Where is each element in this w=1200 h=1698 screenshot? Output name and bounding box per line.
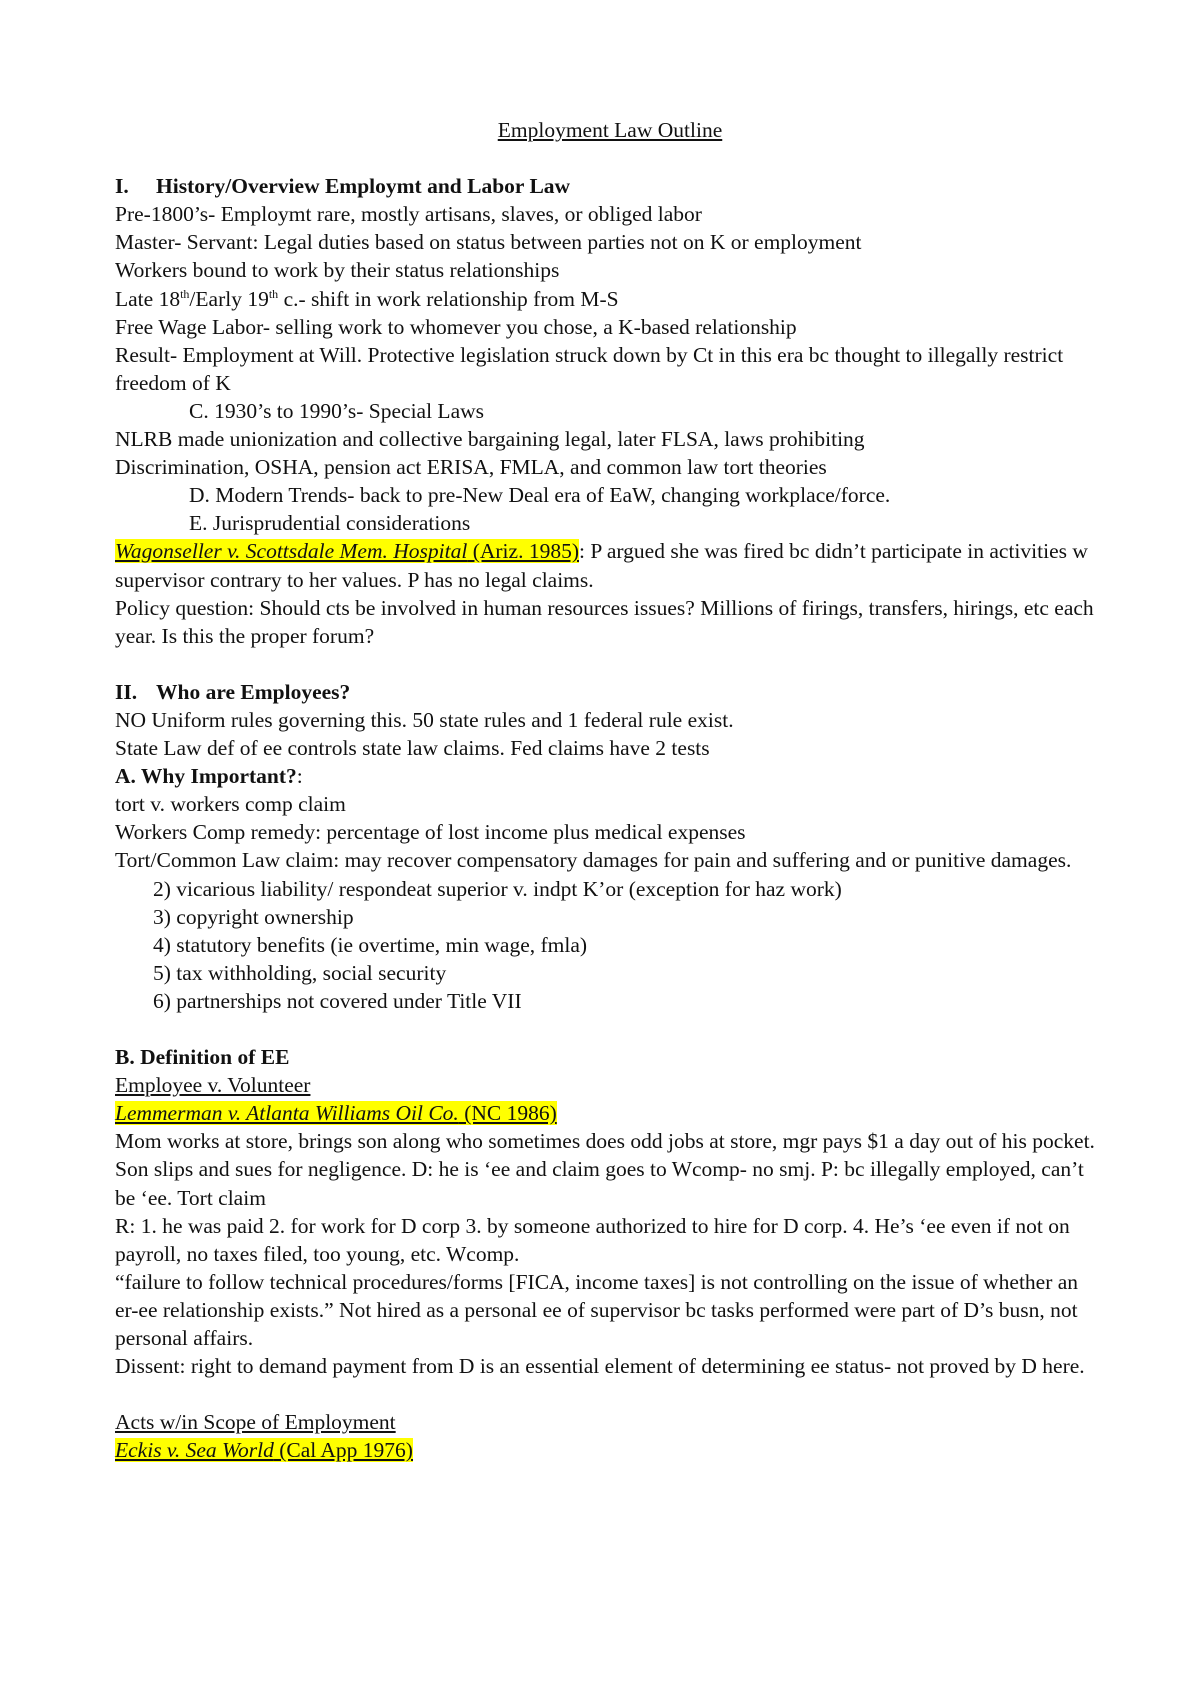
case-name: Lemmerman v. Atlanta Williams Oil Co. — [115, 1101, 459, 1126]
paragraph-line: NLRB made unionization and collective bargaining legal, later FLSA, laws prohibiting — [115, 427, 865, 452]
paragraph: Result- Employment at Will. Protective legislation struck down by Ct in this era bc thought to illegally restrict freedom of K — [115, 342, 1064, 395]
list-item — [115, 987, 1105, 1015]
list-text: statutory benefits (ie overtime, min wage, fmla) — [176, 932, 588, 957]
subsection-a-title: A. Why Important? — [115, 764, 297, 789]
list-number: 6) — [153, 988, 171, 1013]
case-name: Eckis v. Sea World — [115, 1438, 274, 1463]
superscript: th — [268, 286, 279, 301]
paragraph: Dissent: right to demand payment from D is an essential element of determining ee status- not proved by D here. — [115, 1354, 1085, 1379]
case-highlight — [115, 1438, 413, 1462]
list-item — [115, 903, 1105, 931]
section-1-title: History/Overview Employmt and Labor Law — [156, 174, 571, 199]
section-1-number: I. — [115, 174, 129, 199]
text-run: : — [296, 764, 303, 789]
subsection-a-heading — [115, 762, 1105, 790]
case-summary: : P argued she was fired bc didn’t participate in activities w supervisor contrary to her values. P has no legal claims. — [115, 539, 1088, 592]
paragraph: Mom works at store, brings son along who sometimes does odd jobs at store, mgr pays $1 a day out of his pocket. Son slips and sues for negligence. D: he is ‘ee and claim goes to Wcomp- no smj. P: bc illegally employed, can’t be ‘ee. Tort claim — [115, 1129, 1095, 1210]
subsection-b-heading: B. Definition of EE — [115, 1045, 290, 1070]
subsection-c: C. 1930’s to 1990’s- Special Laws — [189, 398, 485, 423]
paragraph-line: Workers bound to work by their status relationships — [115, 258, 560, 283]
paragraph-line: Master- Servant: Legal duties based on status between parties not on K or employment — [115, 230, 862, 255]
page-title: Employment Law Outline — [497, 118, 723, 142]
list-text: partnerships not covered under Title VII — [176, 988, 522, 1013]
document-body — [115, 116, 1105, 1465]
spacer — [115, 1380, 1105, 1408]
case-heading — [115, 1099, 1105, 1127]
section-2-title: Who are Employees? — [156, 679, 351, 704]
list-number: 3) — [153, 904, 171, 929]
case-citation: (NC 1986) — [458, 1101, 557, 1126]
paragraph-line: Free Wage Labor- selling work to whomever you chose, a K-based relationship — [115, 314, 797, 339]
paragraph-line: tort v. workers comp claim — [115, 792, 346, 817]
section-2-number: II. — [115, 679, 138, 704]
list-number: 4) — [153, 932, 171, 957]
paragraph: “failure to follow technical procedures/forms [FICA, income taxes] is not controlling on the issue of whether an er-ee relationship exists.” Not hired as a personal ee of supervisor bc tasks performed were part of D’s busn, not personal affairs. — [115, 1269, 1079, 1351]
list-text: copyright ownership — [176, 904, 354, 929]
list-text: tax withholding, social security — [176, 960, 447, 985]
sub-topic-heading: Acts w/in Scope of Employment — [115, 1410, 396, 1435]
case-name: Wagonseller v. Scottsdale Mem. Hospital — [115, 539, 468, 564]
paragraph-line: NO Uniform rules governing this. 50 state rules and 1 federal rule exist. — [115, 707, 734, 732]
list-item — [115, 959, 1105, 987]
paragraph: Tort/Common Law claim: may recover compensatory damages for pain and suffering and or punitive damages. — [115, 848, 1072, 873]
paragraph-line — [115, 285, 1105, 313]
subsection-d: D. Modern Trends- back to pre-New Deal era of EaW, changing workplace/force. — [189, 483, 891, 508]
case-heading — [115, 1436, 1105, 1464]
text-run: c.- shift in work relationship from M-S — [278, 286, 619, 311]
paragraph: R: 1. he was paid 2. for work for D corp 3. by someone authorized to hire for D corp. 4. He’s ‘ee even if not on payroll, no taxes filed, too young, etc. Wcomp. — [115, 1213, 1070, 1266]
paragraph-line: Discrimination, OSHA, pension act ERISA, FMLA, and common law tort theories — [115, 455, 827, 480]
text-run: /Early 19 — [189, 286, 269, 311]
paragraph-line: Pre-1800’s- Employmt rare, mostly artisans, slaves, or obliged labor — [115, 202, 702, 227]
case-paragraph — [115, 537, 1105, 593]
list-number: 2) — [153, 876, 171, 901]
list-item — [115, 931, 1105, 959]
paragraph-line: State Law def of ee controls state law claims. Fed claims have 2 tests — [115, 736, 710, 761]
case-highlight — [115, 539, 579, 563]
section-2-heading — [115, 678, 1105, 706]
paragraph-line: Workers Comp remedy: percentage of lost income plus medical expenses — [115, 820, 746, 845]
subsection-e: E. Jurisprudential considerations — [189, 511, 471, 536]
numbered-list — [115, 875, 1105, 1015]
paragraph: Policy question: Should cts be involved in human resources issues? Millions of firings, transfers, hirings, etc each year. Is this the proper forum? — [115, 595, 1094, 648]
spacer — [115, 144, 1105, 172]
sub-topic-heading: Employee v. Volunteer — [115, 1073, 311, 1098]
list-text: vicarious liability/ respondeat superior v. indpt K’or (exception for haz work) — [176, 876, 842, 901]
section-1-heading — [115, 172, 1105, 200]
spacer — [115, 1015, 1105, 1043]
case-citation: (Ariz. 1985) — [467, 539, 579, 564]
case-highlight — [115, 1101, 557, 1125]
case-citation: (Cal App 1976) — [273, 1438, 413, 1463]
text-run: Late 18 — [115, 286, 181, 311]
list-number: 5) — [153, 960, 171, 985]
superscript: th — [180, 286, 190, 301]
spacer — [115, 650, 1105, 678]
list-item — [115, 875, 1105, 903]
